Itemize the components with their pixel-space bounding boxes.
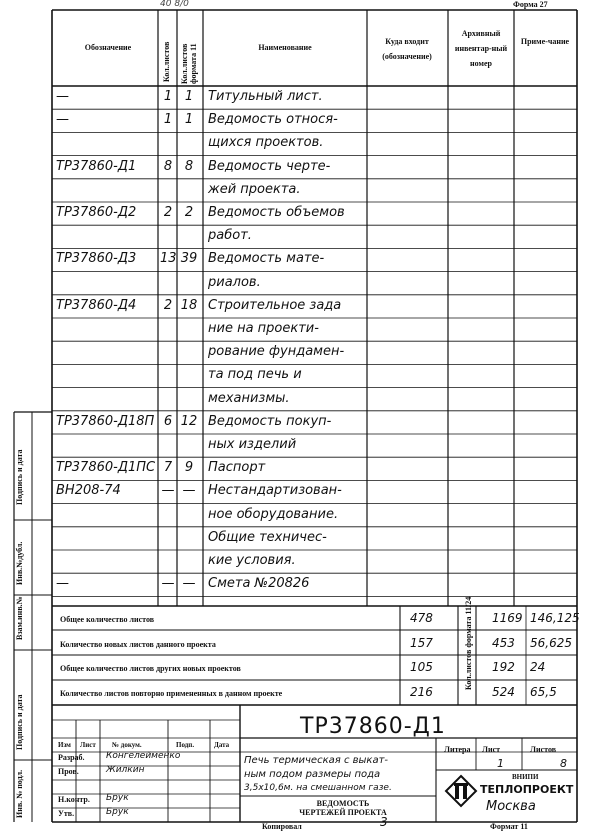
row-code: ТР37860-Д4 bbox=[56, 297, 137, 313]
row-name: рование фундамен- bbox=[208, 344, 345, 360]
row-name: Нестандартизован- bbox=[208, 483, 342, 499]
tb-head-list: Лист bbox=[80, 741, 96, 749]
header-kol-listov: Кол.листов bbox=[162, 41, 171, 82]
tb-role-person: Брук bbox=[106, 793, 129, 803]
tb-vedomost-1: ВЕДОМОСТЬ bbox=[316, 799, 370, 808]
margin-inv-podl: Инв. № подл. bbox=[15, 769, 24, 818]
tb-city: Москва bbox=[486, 799, 536, 814]
header-naimenovanie: Наименование bbox=[258, 43, 312, 52]
footer-page: 3 bbox=[380, 815, 388, 829]
row-name: Общие техничес- bbox=[208, 529, 327, 545]
row-name: работ. bbox=[208, 228, 252, 244]
row-name: ное оборудование. bbox=[208, 506, 339, 522]
footer-format: Формат 11 bbox=[490, 822, 528, 831]
row-name: жей проекта. bbox=[208, 181, 301, 197]
row-name: Титульный лист. bbox=[208, 89, 323, 104]
row-format-sheets: 1 bbox=[184, 112, 194, 128]
row-name: Ведомость покуп- bbox=[208, 413, 332, 429]
row-format-sheets: — bbox=[182, 483, 196, 499]
organization-logo-icon bbox=[444, 774, 478, 808]
summary-format-count: 524 bbox=[492, 685, 515, 699]
row-code: — bbox=[56, 89, 69, 104]
row-name: щихся проектов. bbox=[208, 135, 324, 151]
forma-label: Форма 27 bbox=[513, 0, 548, 9]
footer-kopiroval: Копировал bbox=[262, 822, 302, 831]
tb-list-label: Лист bbox=[482, 745, 501, 754]
margin-inv-dubl: Инв.№дубл. bbox=[15, 541, 24, 585]
summary-label: Количество новых листов данного проекта bbox=[60, 640, 216, 649]
header-kuda-vhodit: Куда входит (обозначение) bbox=[382, 37, 432, 61]
summary-count: 216 bbox=[410, 685, 433, 699]
row-sheets: — bbox=[161, 576, 175, 592]
tb-listov-label: Листов bbox=[530, 745, 557, 754]
summary-format-value: 24 bbox=[530, 660, 546, 674]
summary-format-count: 1169 bbox=[492, 611, 523, 625]
summary-label: Общее количество листов bbox=[60, 615, 155, 624]
tb-desc-3: 3,5х10,6м. на смешанном газе. bbox=[244, 783, 392, 793]
tb-head-podp: Подп. bbox=[176, 741, 195, 749]
header-kol-listov-format: Кол.листов формата 11 bbox=[180, 43, 198, 84]
row-name: Ведомость черте- bbox=[208, 158, 331, 174]
summary-format-value: 146,125 bbox=[530, 611, 580, 625]
row-name: ных изделий bbox=[208, 437, 297, 452]
tb-role-person: Брук bbox=[106, 807, 129, 817]
row-format-sheets: 12 bbox=[180, 413, 198, 429]
row-sheets: 1 bbox=[163, 89, 173, 104]
row-format-sheets: 8 bbox=[184, 158, 194, 174]
tb-role-label: Утв. bbox=[58, 809, 75, 818]
tb-org-name: ТЕПЛОПРОЕКТ bbox=[480, 783, 574, 796]
row-sheets: 2 bbox=[163, 297, 173, 313]
margin-podpis-data-1: Подпись и дата bbox=[15, 694, 24, 750]
tb-head-data: Дата bbox=[214, 741, 230, 749]
row-name: ние на проекти- bbox=[208, 321, 319, 336]
tb-role-person: Конгелейменко bbox=[106, 751, 181, 761]
row-code: ТР37860-Д3 bbox=[56, 251, 137, 267]
row-code: ТР37860-Д2 bbox=[56, 205, 137, 220]
row-sheets: 8 bbox=[163, 158, 173, 174]
summary-vertical-label: Кол.листов формата 11/24 bbox=[464, 596, 473, 690]
row-name: Паспорт bbox=[208, 460, 266, 476]
tb-role-person: Жилкин bbox=[106, 765, 145, 775]
summary-format-count: 453 bbox=[492, 636, 515, 650]
summary-label: Количество листов повторно примененных в данном проекте bbox=[60, 689, 283, 698]
summary-count: 105 bbox=[410, 660, 433, 674]
row-sheets: — bbox=[161, 483, 175, 499]
row-format-sheets: 1 bbox=[184, 89, 194, 104]
summary-count: 157 bbox=[410, 636, 433, 650]
row-name: Смета №20826 bbox=[208, 576, 310, 592]
tb-role-label: Разраб. bbox=[58, 753, 85, 762]
row-name: Ведомость объемов bbox=[208, 205, 345, 220]
row-code: — bbox=[56, 576, 69, 592]
summary-format-value: 56,625 bbox=[530, 636, 572, 650]
tb-role-label: Н.контр. bbox=[58, 795, 90, 804]
margin-vzam-inv: Взам.инв.№ bbox=[15, 596, 24, 640]
row-name: та под печь и bbox=[208, 367, 302, 383]
row-sheets: 1 bbox=[163, 112, 173, 128]
row-name: Строительное зада bbox=[208, 297, 342, 313]
tb-head-nomer: № докум. bbox=[112, 741, 142, 749]
row-sheets: 13 bbox=[160, 251, 177, 267]
header-arhivnyi: Архивный инвентар-ный номер bbox=[454, 29, 508, 68]
row-code: ТР37860-Д18П bbox=[56, 413, 155, 429]
header-oboznachenie: Обозначение bbox=[84, 43, 132, 52]
row-name: Ведомость относя- bbox=[208, 112, 338, 128]
tb-vedomost-2: ЧЕРТЕЖЕЙ ПРОЕКТА bbox=[299, 808, 387, 817]
row-sheets: 7 bbox=[163, 460, 173, 476]
tb-desc-1: Печь термическая с выкат- bbox=[244, 755, 389, 766]
row-sheets: 6 bbox=[163, 413, 173, 429]
row-format-sheets: — bbox=[182, 576, 196, 592]
row-code: ТР37860-Д1 bbox=[56, 158, 137, 174]
row-sheets: 2 bbox=[163, 205, 173, 220]
row-format-sheets: 2 bbox=[184, 205, 194, 220]
row-name: риалов. bbox=[208, 274, 261, 290]
row-code: — bbox=[56, 112, 69, 128]
tb-listov-value: 8 bbox=[560, 757, 567, 770]
corner-handwritten-note: 40 8/0 bbox=[160, 0, 189, 9]
margin-podpis-data-2: Подпись и дата bbox=[15, 449, 24, 505]
row-name: механизмы. bbox=[208, 390, 290, 406]
row-code: ВН208-74 bbox=[56, 483, 121, 499]
summary-count: 478 bbox=[410, 611, 433, 625]
header-primechanie: Приме-чание bbox=[520, 37, 570, 46]
tb-desc-2: ным подом размеры пода bbox=[244, 769, 381, 780]
tb-list-value: 1 bbox=[497, 757, 504, 770]
row-format-sheets: 18 bbox=[180, 297, 198, 313]
tb-role-label: Пров. bbox=[58, 767, 79, 776]
tb-head-izm: Изм bbox=[58, 741, 71, 749]
row-code: ТР37860-Д1ПС bbox=[56, 460, 156, 476]
title-doc-code: ТР37860-Д1 bbox=[300, 714, 446, 739]
summary-format-value: 65,5 bbox=[530, 685, 557, 699]
row-name: Ведомость мате- bbox=[208, 251, 325, 267]
summary-label: Общее количество листов других новых проектов bbox=[60, 664, 241, 673]
row-name: кие условия. bbox=[208, 553, 296, 568]
row-format-sheets: 9 bbox=[184, 460, 194, 476]
tb-litera-label: Литера bbox=[444, 745, 471, 754]
tb-org-small: ВНИПИ bbox=[512, 773, 539, 781]
row-format-sheets: 39 bbox=[180, 251, 198, 267]
summary-format-count: 192 bbox=[492, 660, 515, 674]
